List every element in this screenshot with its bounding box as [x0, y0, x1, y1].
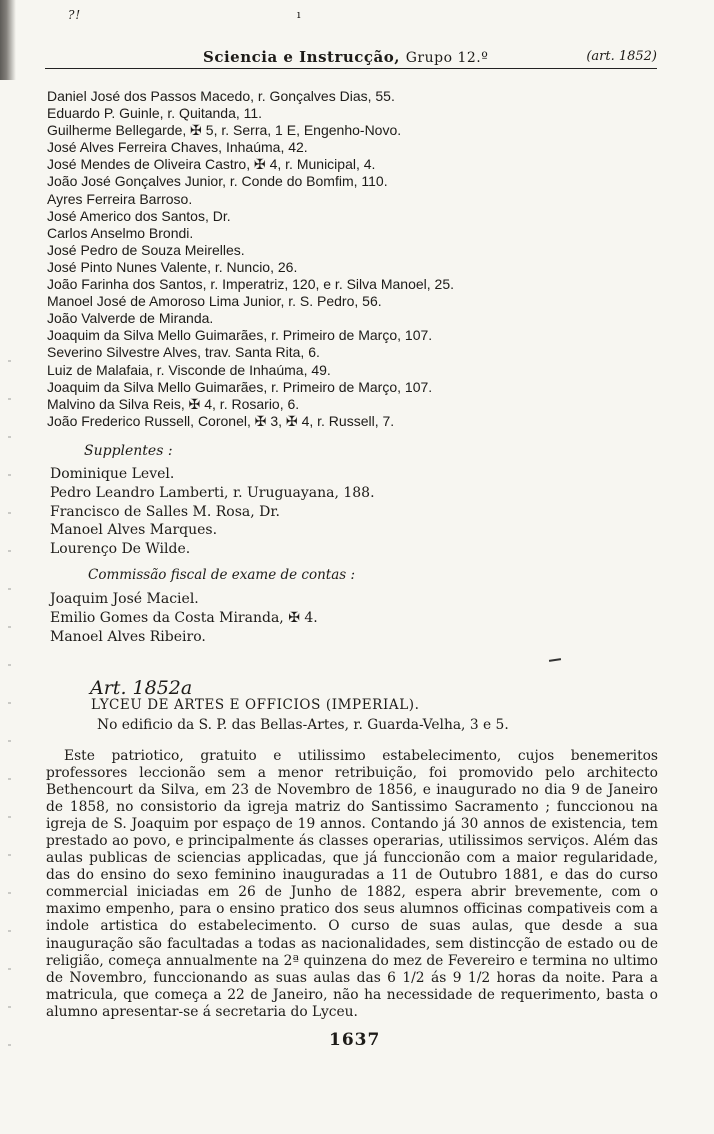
list-item: Eduardo P. Guinle, r. Quitanda, 11.	[47, 105, 263, 122]
list-item: Lourenço De Wilde.	[50, 541, 191, 558]
list-item: Guilherme Bellegarde, ✠ 5, r. Serra, 1 E, Engenho-Novo.	[47, 122, 402, 139]
list-item: Joaquim da Silva Mello Guimarães, r. Primeiro de Março, 107.	[47, 327, 433, 344]
top-mark: ı	[297, 8, 301, 21]
article-address: No edificio da S. P. das Bellas-Artes, r. Guarda-Velha, 3 e 5.	[97, 717, 509, 733]
corner-mark: ?!	[68, 8, 82, 22]
members-list	[47, 88, 667, 430]
supplentes-heading: Supplentes :	[84, 443, 173, 459]
list-item: Dominique Level.	[50, 466, 175, 482]
list-item: Pedro Leandro Lamberti, r. Uruguayana, 188.	[50, 484, 375, 501]
list-item: João José Gonçalves Junior, r. Conde do Bomfim, 110.	[47, 173, 388, 190]
list-item: João Valverde de Miranda.	[47, 310, 214, 327]
header-title: Sciencia e Instrucção, Grupo 12.º	[203, 48, 489, 66]
list-item: Francisco de Salles M. Rosa, Dr.	[50, 503, 280, 520]
running-header	[45, 46, 657, 69]
list-item: José Pinto Nunes Valente, r. Nuncio, 26.	[47, 258, 298, 275]
list-item: Carlos Anselmo Brondi.	[47, 224, 194, 241]
list-item: Severino Silvestre Alves, trav. Santa Rita, 6.	[47, 344, 320, 361]
ink-mark	[549, 658, 561, 662]
list-item: José Alves Ferreira Chaves, Inhaúma, 42.	[47, 139, 308, 156]
supplentes-list	[50, 465, 375, 559]
list-item: José Americo dos Santos, Dr.	[47, 207, 231, 224]
list-item: Ayres Ferreira Barroso.	[47, 190, 193, 207]
list-item: Joaquim José Maciel.	[50, 591, 199, 607]
page-edge-shadow	[0, 0, 16, 80]
list-item: Luiz de Malafaia, r. Visconde de Inhaúma, 49.	[47, 361, 331, 378]
header-group: Grupo 12.º	[405, 50, 489, 66]
list-item: João Frederico Russell, Coronel, ✠ 3, ✠ 4, r. Russell, 7.	[47, 412, 395, 429]
commissao-list	[50, 590, 318, 646]
list-item: José Mendes de Oliveira Castro, ✠ 4, r. Municipal, 4.	[47, 156, 376, 173]
list-item: Manoel José de Amoroso Lima Junior, r. S. Pedro, 56.	[47, 293, 382, 310]
article-title: LYCEU DE ARTES E OFFICIOS (IMPERIAL).	[91, 697, 420, 713]
list-item: Joaquim da Silva Mello Guimarães, r. Primeiro de Março, 107.	[47, 378, 433, 395]
commissao-heading: Commissão fiscal de exame de contas :	[88, 567, 356, 583]
list-item: Manoel Alves Marques.	[50, 522, 218, 539]
list-item: Emilio Gomes da Costa Miranda, ✠ 4.	[50, 609, 318, 626]
article-number: Art. 1852a	[90, 677, 193, 699]
list-item: José Pedro de Souza Meirelles.	[47, 241, 245, 258]
list-item: Malvino da Silva Reis, ✠ 4, r. Rosario, 6.	[47, 395, 300, 412]
list-item: Daniel José dos Passos Macedo, r. Gonçalves Dias, 55.	[47, 88, 395, 104]
margin-specks	[8, 360, 11, 1060]
header-article: (art. 1852)	[586, 49, 657, 64]
list-item: Manoel Alves Ribeiro.	[50, 628, 206, 645]
list-item: João Farinha dos Santos, r. Imperatriz, 120, e r. Silva Manoel, 25.	[47, 276, 454, 293]
page-number: 1637	[329, 1030, 381, 1050]
article-body: Este patriotico, gratuito e utilissimo estabelecimento, cujos benemeritos professores leccionão sem a menor retribuição, foi promovido pelo architecto Bethencourt da Silva, em 23 de Novembro de 1856, e inaugurado no dia 9 de Janeiro de 1858, no consistorio da igreja matriz do Santissimo Sacramento ; funccionou na igreja de S. Joaquim por espaço de 19 annos. Contando já 30 annos de existencia, tem prestado ao povo, e principalmente ás classes operarias, utilissimos serviços. Além das aulas publicas de sciencias applicadas, que já funccionão com a maior regularidade, das do ensino do sexo feminino inauguradas a 11 de Outubro 1881, e das do curso commercial iniciadas em 26 de Junho de 1882, espera abrir brevemente, com o maximo empenho, para o ensino pratico dos seus alumnos officinas compativeis com a indole artistica do estabelecimento. O curso de suas aulas, que desde a sua inauguração são facultadas a todas as nacionalidades, sem distincção de estado ou de religião, começa annualmente na 2ª quinzena do mez de Fevereiro e termina no ultimo de Novembro, funccionando as suas aulas das 6 1/2 ás 9 1/2 horas da noite. Para a matricula, que começa a 22 de Janeiro, não ha necessidade de requerimento, basta o alumno apresentar-se á secretaria do Lyceu.	[46, 748, 658, 1020]
